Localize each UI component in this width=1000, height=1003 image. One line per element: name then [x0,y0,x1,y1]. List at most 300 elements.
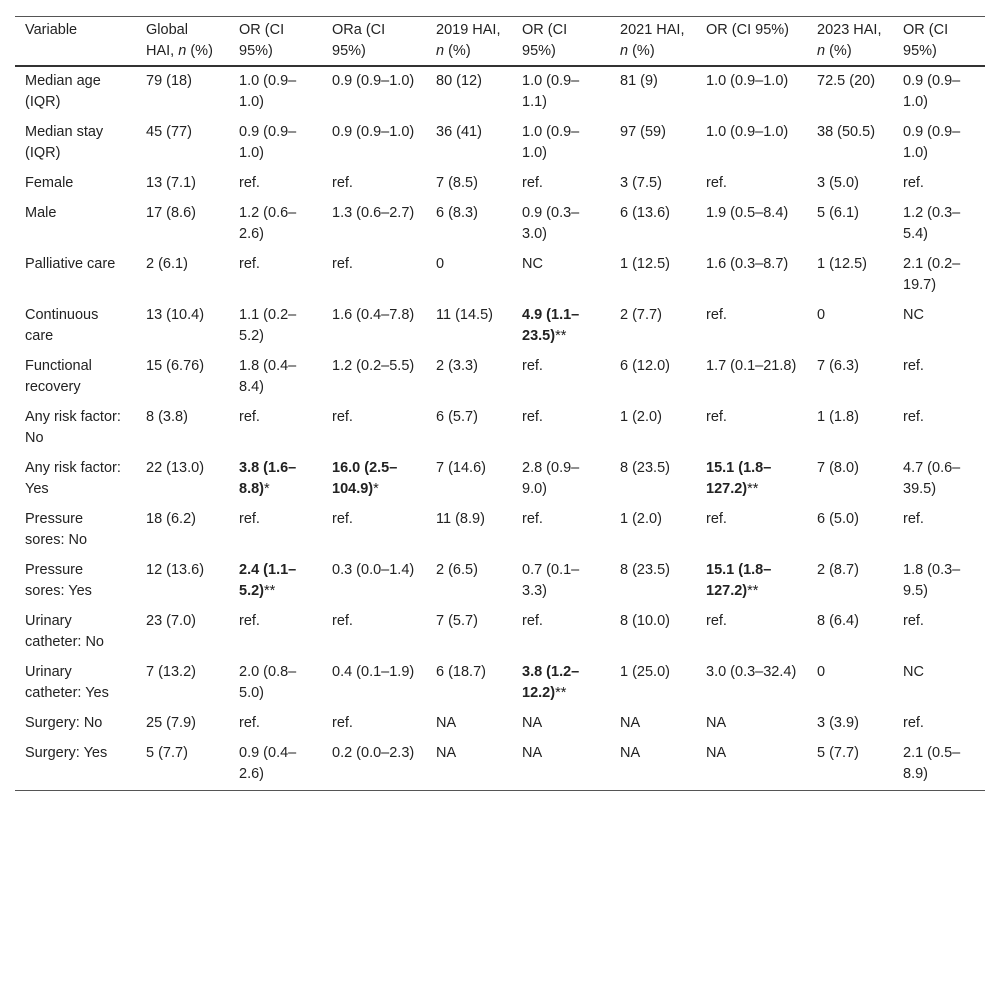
variable-label [15,118,136,169]
cell-value: 1 (12.5) [817,256,867,272]
cell-value: NA [706,715,727,731]
cell-value: ref. [332,511,353,527]
table-cell [426,403,512,454]
column-header-n: n [436,43,445,59]
table-cell [512,403,610,454]
column-header [15,17,136,67]
cell-value: 8 (3.8) [146,409,188,425]
cell-value: 80 (12) [436,73,482,89]
table-cell [229,352,322,403]
table-cell [426,709,512,739]
cell-value: 6 (5.7) [436,409,478,425]
cell-value: 2 (3.3) [436,358,478,374]
table-row [15,118,985,169]
table-cell [136,169,229,199]
table-cell [426,556,512,607]
cell-value: 15.1 (1.8–127.2) [706,460,772,497]
variable-label [15,739,136,791]
cell-value: Any risk factor: Yes [25,460,121,497]
cell-value: 1.6 (0.3–8.7) [706,256,789,272]
cell-value: 3 (5.0) [817,175,859,191]
cell-value: NA [522,715,543,731]
table-cell [322,739,426,791]
table-cell [610,454,696,505]
cell-value: 5 (7.7) [146,745,188,761]
cell-value: 0.9 (0.4–2.6) [239,745,297,782]
variable-label [15,250,136,301]
table-row [15,607,985,658]
cell-value: 1.0 (0.9–1.1) [522,73,580,110]
cell-value: Any risk factor: No [25,409,121,446]
cell-value: 2.8 (0.9–9.0) [522,460,580,497]
cell-value: Functional recovery [25,358,92,395]
variable-label [15,169,136,199]
variable-label [15,658,136,709]
variable-label [15,556,136,607]
table-cell [322,658,426,709]
cell-value: 7 (5.7) [436,613,478,629]
cell-value: 12 (13.6) [146,562,205,578]
table-cell [807,169,893,199]
cell-value: 0 [817,307,826,323]
cell-value: Continuous care [25,307,99,344]
cell-value: 0.7 (0.1–3.3) [522,562,580,599]
table-cell [512,199,610,250]
table-row [15,169,985,199]
cell-value: 2.1 (0.5–8.9) [903,745,961,782]
table-cell [807,607,893,658]
significance-marker: * [264,481,270,497]
cell-value: 1.8 (0.4–8.4) [239,358,297,395]
table-cell [136,118,229,169]
table-cell [426,454,512,505]
table-cell [136,199,229,250]
table-cell [322,352,426,403]
cell-value: 15 (6.76) [146,358,205,374]
cell-value: 0 [817,664,826,680]
column-header-n: n [620,43,629,59]
cell-value: 3.8 (1.6–8.8) [239,460,297,497]
cell-value: 1.3 (0.6–2.7) [332,205,415,221]
cell-value: Median age (IQR) [25,73,101,110]
cell-value: ref. [706,613,727,629]
cell-value: 11 (14.5) [436,307,493,323]
cell-value: 1 (25.0) [620,664,670,680]
cell-value: 15.1 (1.8–127.2) [706,562,772,599]
cell-value: Pressure sores: Yes [25,562,92,599]
table-cell [696,250,807,301]
column-header-suffix: (%) [186,43,213,59]
table-cell [610,199,696,250]
table-row [15,739,985,791]
column-header-text: 2021 HAI, [620,22,685,38]
table-cell [322,454,426,505]
cell-value: 1.0 (0.9–1.0) [706,124,789,140]
table-cell [512,250,610,301]
cell-value: 3 (3.9) [817,715,859,731]
cell-value: Surgery: Yes [25,745,108,761]
table-cell [696,505,807,556]
table-cell [229,709,322,739]
table-cell [610,658,696,709]
table-cell [893,454,985,505]
table-cell [893,352,985,403]
table-cell [426,739,512,791]
cell-value: 23 (7.0) [146,613,196,629]
table-cell [893,199,985,250]
column-header-text: OR (CI 95%) [239,22,285,59]
cell-value: Median stay (IQR) [25,124,104,161]
table-cell [322,199,426,250]
column-header [229,17,322,67]
table-cell [322,505,426,556]
table-cell [229,607,322,658]
cell-value: 6 (12.0) [620,358,670,374]
significance-marker: ** [555,328,567,344]
column-header-n: n [817,43,826,59]
table-cell [696,739,807,791]
cell-value: ref. [239,256,260,272]
table-cell [893,250,985,301]
table-cell [696,556,807,607]
table-cell [512,352,610,403]
cell-value: NC [522,256,543,272]
table-cell [136,505,229,556]
cell-value: NA [620,715,641,731]
table-cell [610,505,696,556]
table-cell [610,739,696,791]
cell-value: ref. [239,511,260,527]
variable-label [15,352,136,403]
table-cell [322,118,426,169]
variable-label [15,505,136,556]
cell-value: 4.7 (0.6–39.5) [903,460,961,497]
significance-marker: ** [264,583,276,599]
cell-value: 1 (2.0) [620,409,662,425]
table-cell [893,169,985,199]
cell-value: 1.6 (0.4–7.8) [332,307,415,323]
cell-value: 2.4 (1.1–5.2) [239,562,297,599]
cell-value: 0.9 (0.9–1.0) [903,124,961,161]
table-row [15,505,985,556]
table-cell [136,739,229,791]
table-cell [426,505,512,556]
cell-value: 1 (2.0) [620,511,662,527]
table-cell [696,169,807,199]
table-cell [807,301,893,352]
cell-value: 8 (10.0) [620,613,670,629]
cell-value: ref. [706,307,727,323]
cell-value: 38 (50.5) [817,124,876,140]
cell-value: 0.9 (0.9–1.0) [903,73,961,110]
table-cell [426,658,512,709]
table-row [15,352,985,403]
table-cell [229,403,322,454]
cell-value: Urinary catheter: Yes [25,664,109,701]
table-cell [512,66,610,118]
table-cell [512,739,610,791]
cell-value: ref. [332,256,353,272]
cell-value: 1.0 (0.9–1.0) [522,124,580,161]
cell-value: 2 (7.7) [620,307,662,323]
table-cell [610,352,696,403]
cell-value: 6 (5.0) [817,511,859,527]
cell-value: ref. [522,409,543,425]
table-row [15,199,985,250]
table-cell [610,403,696,454]
cell-value: 0 [436,256,445,272]
cell-value: 8 (6.4) [817,613,859,629]
column-header [512,17,610,67]
table-cell [322,169,426,199]
table-cell [610,169,696,199]
cell-value: ref. [332,175,353,191]
table-cell [696,454,807,505]
cell-value: 1.2 (0.6–2.6) [239,205,297,242]
table-row [15,403,985,454]
table-cell [696,66,807,118]
column-header-text: 2019 HAI, [436,22,501,38]
table-cell [512,169,610,199]
table-body [15,66,985,791]
table-cell [893,505,985,556]
cell-value: ref. [522,175,543,191]
cell-value: Urinary catheter: No [25,613,104,650]
cell-value: 13 (10.4) [146,307,205,323]
cell-value: 5 (7.7) [817,745,859,761]
column-header-text: OR (CI 95%) [522,22,568,59]
table-row [15,301,985,352]
table-cell [426,169,512,199]
cell-value: 0.9 (0.9–1.0) [332,124,415,140]
column-header [696,17,807,67]
table-cell [610,118,696,169]
cell-value: 1.0 (0.9–1.0) [239,73,297,110]
table-cell [610,250,696,301]
cell-value: 72.5 (20) [817,73,876,89]
cell-value: 45 (77) [146,124,192,140]
table-cell [136,352,229,403]
header-row [15,17,985,67]
table-cell [229,658,322,709]
table-cell [893,118,985,169]
table-row [15,66,985,118]
significance-marker: * [373,481,379,497]
cell-value: NA [436,745,457,761]
table-cell [512,658,610,709]
cell-value: ref. [522,358,543,374]
table-cell [610,709,696,739]
cell-value: ref. [332,409,353,425]
table-cell [893,66,985,118]
table-cell [893,556,985,607]
table-cell [229,169,322,199]
table-row [15,658,985,709]
column-header [426,17,512,67]
cell-value: 1.9 (0.5–8.4) [706,205,789,221]
table-cell [136,658,229,709]
cell-value: ref. [522,511,543,527]
cell-value: 0.2 (0.0–2.3) [332,745,415,761]
cell-value: 0.3 (0.0–1.4) [332,562,415,578]
significance-marker: ** [747,481,759,497]
table-cell [512,118,610,169]
table-cell [893,658,985,709]
cell-value: 16.0 (2.5–104.9) [332,460,398,497]
cell-value: 1.2 (0.2–5.5) [332,358,415,374]
cell-value: 4.9 (1.1–23.5) [522,307,580,344]
cell-value: 0.9 (0.3–3.0) [522,205,580,242]
cell-value: ref. [903,175,924,191]
cell-value: 1 (1.8) [817,409,859,425]
cell-value: 1.7 (0.1–21.8) [706,358,797,374]
cell-value: 1 (12.5) [620,256,670,272]
table-cell [893,709,985,739]
cell-value: 11 (8.9) [436,511,485,527]
significance-marker: ** [747,583,759,599]
cell-value: NC [903,307,924,323]
table-cell [322,301,426,352]
cell-value: 1.8 (0.3–9.5) [903,562,961,599]
cell-value: 7 (8.0) [817,460,859,476]
table-cell [610,607,696,658]
column-header-suffix: (%) [444,43,471,59]
variable-label [15,403,136,454]
table-cell [136,403,229,454]
column-header-text: OR (CI 95%) [903,22,949,59]
column-header-suffix: (%) [628,43,655,59]
table-cell [136,607,229,658]
cell-value: NA [620,745,641,761]
cell-value: NA [522,745,543,761]
cell-value: NA [706,745,727,761]
cell-value: 1.1 (0.2–5.2) [239,307,297,344]
table-cell [512,556,610,607]
cell-value: 6 (13.6) [620,205,670,221]
table-cell [807,250,893,301]
cell-value: Male [25,205,57,221]
table-cell [136,709,229,739]
table-cell [807,556,893,607]
cell-value: Palliative care [25,256,116,272]
table-row [15,556,985,607]
variable-label [15,301,136,352]
variable-label [15,454,136,505]
table-cell [229,454,322,505]
variable-label [15,607,136,658]
cell-value: 8 (23.5) [620,460,670,476]
cell-value: 1.0 (0.9–1.0) [706,73,789,89]
cell-value: 2 (6.1) [146,256,188,272]
column-header-text: Global HAI, [146,22,188,59]
table-cell [322,709,426,739]
table-cell [426,301,512,352]
cell-value: 2.0 (0.8–5.0) [239,664,297,701]
table-cell [807,505,893,556]
cell-value: 3 (7.5) [620,175,662,191]
table-cell [426,250,512,301]
table-cell [696,658,807,709]
table-cell [893,739,985,791]
cell-value: ref. [706,175,727,191]
column-header [610,17,696,67]
table-cell [696,607,807,658]
table-cell [807,352,893,403]
cell-value: 7 (8.5) [436,175,478,191]
cell-value: 97 (59) [620,124,666,140]
cell-value: Surgery: No [25,715,103,731]
table-cell [696,118,807,169]
cell-value: 0.9 (0.9–1.0) [332,73,415,89]
table-cell [322,556,426,607]
cell-value: 79 (18) [146,73,192,89]
cell-value: 7 (14.6) [436,460,486,476]
cell-value: ref. [239,613,260,629]
table-cell [807,739,893,791]
cell-value: ref. [522,613,543,629]
cell-value: 36 (41) [436,124,482,140]
table-cell [322,66,426,118]
variable-label [15,709,136,739]
cell-value: ref. [332,613,353,629]
table-cell [807,658,893,709]
cell-value: NC [903,664,924,680]
cell-value: 18 (6.2) [146,511,196,527]
column-header [136,17,229,67]
cell-value: ref. [903,715,924,731]
table-cell [426,66,512,118]
table-cell [893,301,985,352]
column-header-text: OR (CI 95%) [706,22,789,38]
cell-value: 25 (7.9) [146,715,196,731]
cell-value: ref. [239,409,260,425]
table-cell [229,250,322,301]
table-cell [512,505,610,556]
table-cell [807,709,893,739]
table-cell [322,607,426,658]
table-row [15,709,985,739]
cell-value: 13 (7.1) [146,175,196,191]
table-row [15,250,985,301]
cell-value: 2 (6.5) [436,562,478,578]
table-cell [229,301,322,352]
table-row [15,454,985,505]
cell-value: 22 (13.0) [146,460,205,476]
table-cell [136,250,229,301]
variable-label [15,199,136,250]
table-cell [426,199,512,250]
cell-value: 3.0 (0.3–32.4) [706,664,797,680]
cell-value: 17 (8.6) [146,205,196,221]
cell-value: 3.8 (1.2–12.2) [522,664,580,701]
table-cell [893,403,985,454]
cell-value: 0.4 (0.1–1.9) [332,664,415,680]
table-cell [426,118,512,169]
cell-value: 1.2 (0.3–5.4) [903,205,961,242]
table-cell [696,199,807,250]
cell-value: ref. [903,409,924,425]
table-cell [229,66,322,118]
column-header-n: n [178,43,187,59]
table-cell [229,556,322,607]
table-cell [696,403,807,454]
table-cell [610,66,696,118]
table-cell [610,556,696,607]
table-cell [696,709,807,739]
table-cell [229,505,322,556]
table-cell [229,199,322,250]
cell-value: 81 (9) [620,73,658,89]
